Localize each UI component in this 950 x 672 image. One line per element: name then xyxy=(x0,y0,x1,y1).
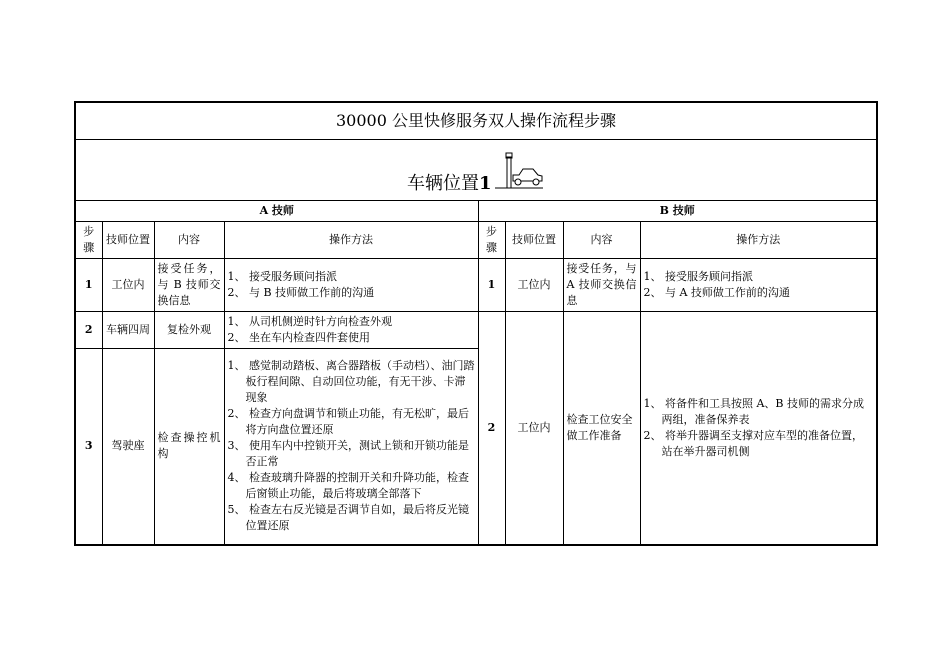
a-step-header: 步骤 xyxy=(75,222,102,259)
method-item: 1、 接受服务顾问指派 xyxy=(643,270,753,283)
a-step-cell: 3 xyxy=(75,349,102,545)
method-item: 2、 坐在车内检查四件套使用 xyxy=(227,331,370,344)
method-item: 1、 将备件和工具按照 A、B 技师的需求分成两组，准备保养表 xyxy=(643,396,865,426)
b-content-line: 做工作准备 xyxy=(566,428,622,442)
a-method-header: 操作方法 xyxy=(224,222,478,259)
vehicle-position-header xyxy=(75,140,877,201)
b-content-cell: 接受任务，与 A 技师交换信息 xyxy=(563,259,640,312)
procedure-table xyxy=(74,101,878,546)
a-methods-cell xyxy=(224,312,478,349)
a-position-cell: 驾驶座 xyxy=(102,349,154,545)
b-methods-cell xyxy=(640,259,877,312)
a-position-header: 技师位置 xyxy=(102,222,154,259)
b-content-cell xyxy=(563,312,640,545)
b-content-line: 检查工位安全 xyxy=(566,412,633,426)
b-step-header: 步骤 xyxy=(478,222,505,259)
method-item: 2、 将举升器调至支撑对应车型的准备位置，站在举升器司机侧 xyxy=(643,428,863,458)
method-item: 2、 检查方向盘调节和锁止功能，有无松旷，最后将方向盘位置还原 xyxy=(227,407,469,437)
b-step-cell: 2 xyxy=(478,312,505,545)
a-content-header: 内容 xyxy=(154,222,224,259)
a-content-cell: 接受任务，与 B 技师交换信息 xyxy=(154,259,224,312)
table-row xyxy=(75,312,877,349)
method-item: 3、 使用车内中控锁开关，测试上锁和开锁功能是否正常 xyxy=(227,439,469,469)
method-item: 1、 从司机侧逆时针方向检查外观 xyxy=(227,315,392,328)
b-methods-cell xyxy=(640,312,877,545)
b-position-header: 技师位置 xyxy=(505,222,563,259)
method-item: 1、 接受服务顾问指派 xyxy=(227,270,337,283)
vehicle-position-number: 1 xyxy=(478,173,492,194)
b-position-cell: 工位内 xyxy=(505,259,563,312)
table-row xyxy=(75,259,877,312)
b-step-cell: 1 xyxy=(478,259,505,312)
a-position-cell: 车辆四周 xyxy=(102,312,154,349)
a-methods-cell xyxy=(224,259,478,312)
method-item: 4、 检查玻璃升降器的控制开关和升降功能，检查后窗锁止功能，最后将玻璃全部落下 xyxy=(227,471,469,501)
method-item: 2、 与 B 技师做工作前的沟通 xyxy=(227,286,375,299)
method-item: 5、 检查左右反光镜是否调节自如，最后将反光镜位置还原 xyxy=(227,503,469,533)
tech-a-header: A 技师 xyxy=(75,201,478,222)
a-content-cell: 复检外观 xyxy=(154,312,224,349)
a-step-cell: 1 xyxy=(75,259,102,312)
a-methods-cell xyxy=(224,349,478,545)
a-step-cell: 2 xyxy=(75,312,102,349)
method-item: 1、 感觉制动踏板、离合器踏板（手动档）、油门踏板行程间隙、自动回位功能，有无干涉、卡滞现象 xyxy=(227,359,475,405)
b-position-cell: 工位内 xyxy=(505,312,563,545)
b-content-header: 内容 xyxy=(563,222,640,259)
vehicle-position-label: 车辆位置 xyxy=(406,173,479,194)
tech-b-header: B 技师 xyxy=(478,201,877,222)
a-content-cell: 检查操控机构 xyxy=(154,349,224,545)
method-item: 2、 与 A 技师做工作前的沟通 xyxy=(643,286,790,299)
car-lift-icon xyxy=(495,151,545,194)
b-method-header: 操作方法 xyxy=(640,222,877,259)
a-position-cell: 工位内 xyxy=(102,259,154,312)
document-title: 30000 公里快修服务双人操作流程步骤 xyxy=(75,102,877,140)
